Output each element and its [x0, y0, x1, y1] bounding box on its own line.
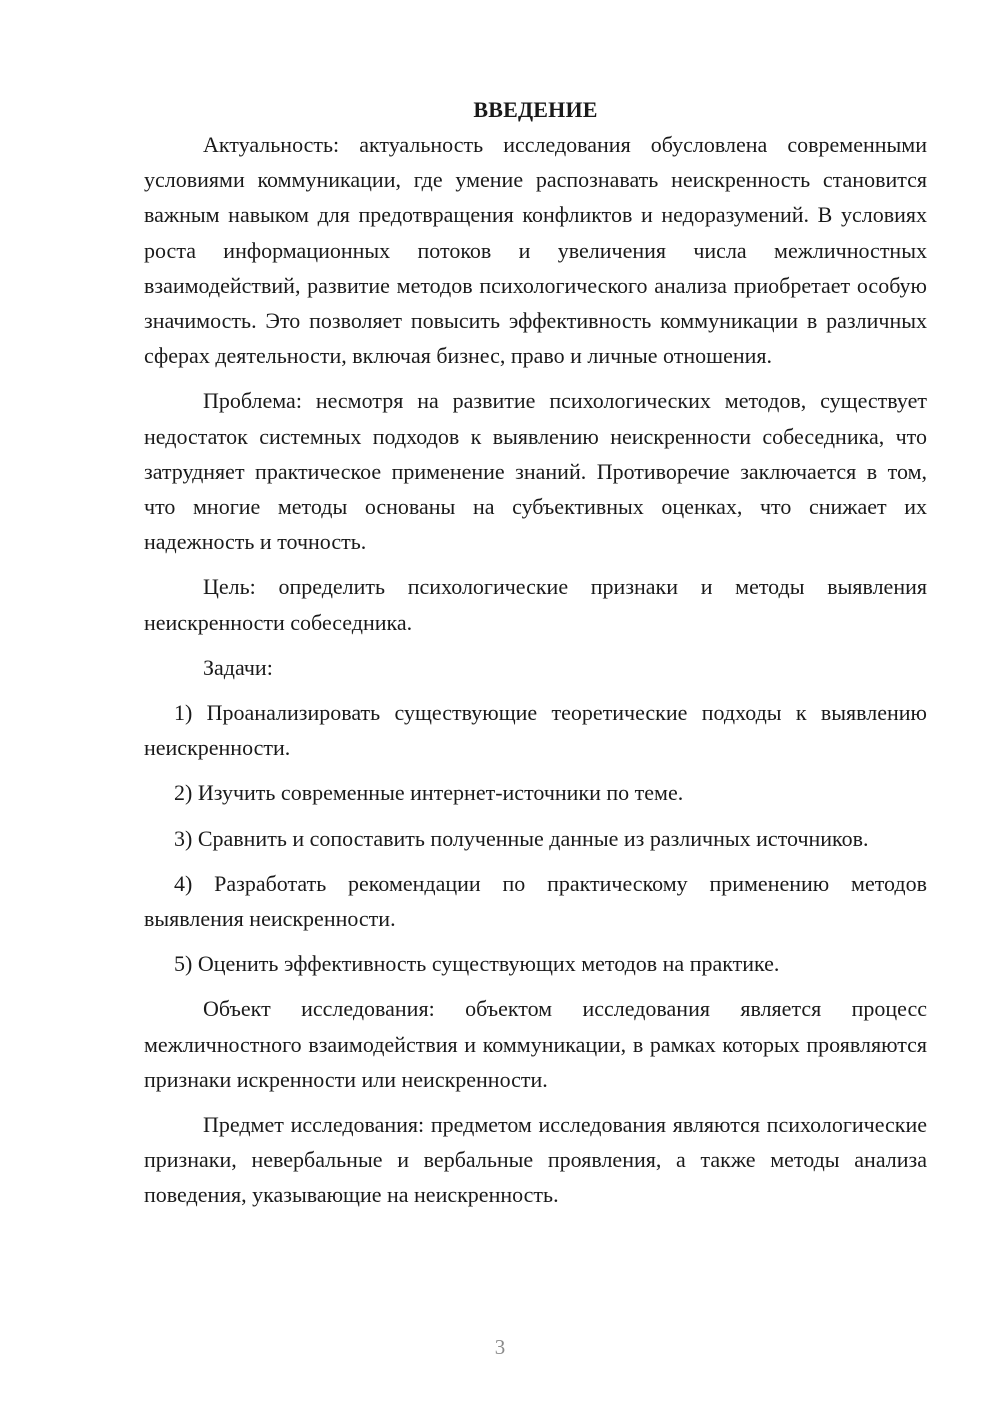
goal-paragraph: Цель: определить психологические признаки и методы выявления неискренности собеседника.	[144, 574, 927, 635]
document-page	[144, 92, 927, 1223]
subject-paragraph: Предмет исследования: предметом исследования являются психологические признаки, невербальные и вербальные проявления, а также методы анализа поведения, указывающие на неискренность.	[144, 1112, 927, 1208]
tasks-heading: Задачи:	[203, 654, 273, 680]
task-item-5: 5) Оценить эффективность существующих методов на практике.	[174, 951, 780, 977]
task-item-2: 2) Изучить современные интернет-источники по теме.	[174, 780, 684, 806]
object-paragraph: Объект исследования: объектом исследования является процесс межличностного взаимодействия и коммуникации, в рамках которых проявляются признаки искренности или неискренности.	[144, 996, 927, 1092]
problem-paragraph: Проблема: несмотря на развитие психологических методов, существует недостаток системных подходов к выявлению неискренности собеседника, что затрудняет практическое применение знаний. Противоречие заключается в том, что многие методы основаны на субъективных оценках, что снижает их надежность и точность.	[144, 388, 927, 555]
task-item-1: 1) Проанализировать существующие теоретические подходы к выявлению неискренности.	[144, 700, 927, 761]
page-number: 3	[494, 1335, 506, 1359]
section-title: ВВЕДЕНИЕ	[473, 97, 598, 122]
relevance-paragraph: Актуальность: актуальность исследования обусловлена современными условиями коммуникации, где умение распознавать неискренность становится важным навыком для предотвращения конфликтов и недоразумений. В условиях роста информационных потоков и увеличения числа межличностных взаимодействий, развитие методов психологического анализа приобретает особую значимость. Это позволяет повысить эффективность коммуникации в различных сферах деятельности, включая бизнес, право и личные отношения.	[144, 132, 927, 369]
task-item-4: 4) Разработать рекомендации по практическому применению методов выявления неискренности.	[144, 870, 927, 932]
task-item-3: 3) Сравнить и сопоставить полученные данные из различных источников.	[174, 825, 869, 851]
